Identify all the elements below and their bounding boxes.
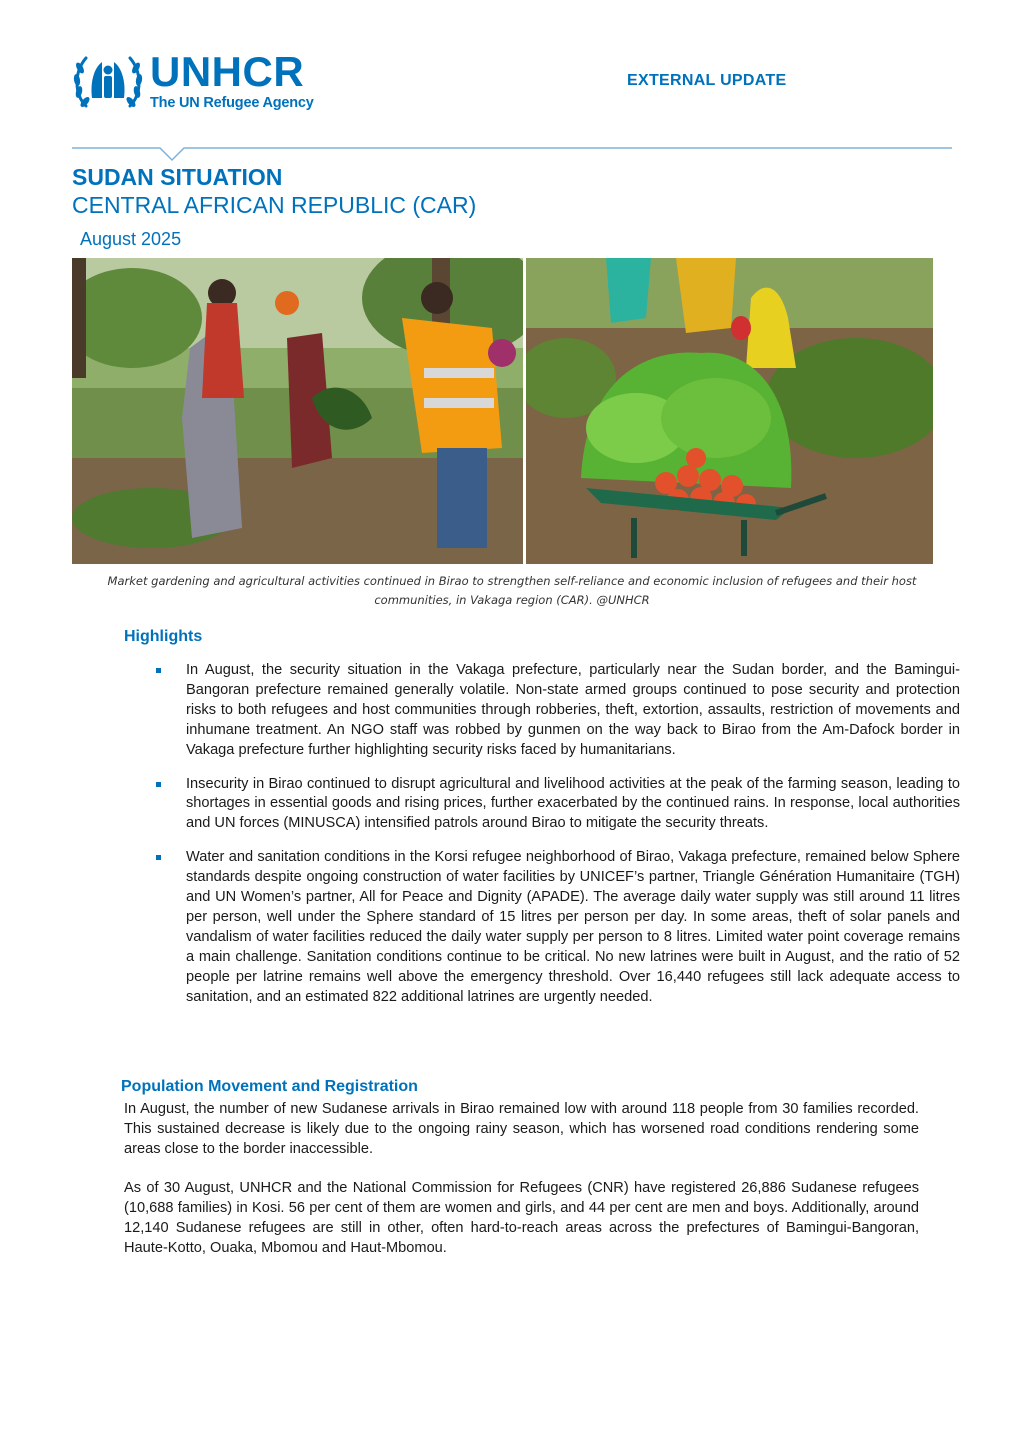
bullet-icon bbox=[156, 855, 161, 860]
photo-caption: Market gardening and agricultural activities continued in Birao to strengthen self-reliance and economic inclusion of refugees and their host communities, in Vakaga region (CAR). @UNHCR bbox=[107, 574, 917, 607]
photo-farming-group bbox=[72, 258, 523, 564]
bullet-icon bbox=[156, 782, 161, 787]
unhcr-emblem-icon bbox=[72, 48, 144, 114]
highlight-item bbox=[156, 661, 960, 761]
highlight-text: Insecurity in Birao continued to disrupt agricultural and livelihood activities at the peak of the farming season, leading to shortages in essential goods and rising prices, further exacerbated by the continued rains. In response, local authorities and UN forces (MINUSCA) intensified patrols around Birao to mitigate the security threats. bbox=[186, 775, 960, 832]
population-heading: Population Movement and Registration bbox=[121, 1078, 418, 1095]
photo-vegetable-wheelbarrow bbox=[526, 258, 933, 564]
situation-title: SUDAN SITUATION bbox=[72, 164, 283, 190]
header-divider bbox=[72, 146, 952, 166]
highlights-list bbox=[156, 661, 960, 1022]
country-title: CENTRAL AFRICAN REPUBLIC (CAR) bbox=[72, 192, 477, 218]
org-tagline: The UN Refugee Agency bbox=[150, 95, 314, 111]
highlight-text: Water and sanitation conditions in the Korsi refugee neighborhood of Birao, Vakaga prefecture, remained below Sphere standards despite ongoing construction of water facilities by UNICEF’s partner, Triangle Génération Humanitaire (TGH) and UN Women’s partner, All for Peace and Dignity (APADE). The average daily water supply was still around 11 litres per person, well under the Sphere standard of 15 litres per person per day. In some areas, theft of solar panels and vandalism of water facilities reduced the daily water supply per person to 8 litres. Limited water point coverage remains a main challenge. Sanitation conditions continue to be critical. No new latrines were built in August, and the ratio of 52 people per latrine remains well above the emergency threshold. Over 16,440 refugees still lack adequate access to sanitation, and an estimated 822 additional latrines are urgently needed. bbox=[186, 849, 960, 1005]
bullet-icon bbox=[156, 668, 161, 673]
report-date: August 2025 bbox=[80, 229, 182, 249]
highlight-item bbox=[156, 848, 960, 1007]
unhcr-logo bbox=[72, 48, 362, 114]
population-paragraph: As of 30 August, UNHCR and the National Commission for Refugees (CNR) have registered 26,886 Sudanese refugees (10,688 families) in Kosi. 56 per cent of them are women and girls, and 44 per cent are men and boys. Additionally, around 12,140 Sudanese refugees are still in other, often hard-to-reach areas across the prefectures of Bamingui-Bangoran, Haute-Kotto, Ouaka, Mbomou and Haut-Mbomou. bbox=[124, 1180, 919, 1256]
highlight-text: In August, the security situation in the Vakaga prefecture, particularly near the Sudan border, and the Bamingui-Bangoran prefecture remained generally volatile. Non-state armed groups continued to pose security and protection risks to both refugees and host communities through robberies, theft, extortion, assaults, restriction of movements and inhumane treatment. An NGO staff was robbed by gunmen on the way back to Birao from the Am-Dafock border in Vakaga prefecture further highlighting security risks faced by humanitarians. bbox=[186, 662, 960, 758]
document-type-label: EXTERNAL UPDATE bbox=[627, 72, 787, 89]
org-name: UNHCR bbox=[150, 48, 305, 95]
highlight-item bbox=[156, 775, 960, 835]
population-paragraph: In August, the number of new Sudanese arrivals in Birao remained low with around 118 people from 30 families recorded. This sustained decrease is likely due to the ongoing rainy season, which has worsened road conditions rendering some areas close to the border inaccessible. bbox=[124, 1101, 919, 1157]
highlights-heading: Highlights bbox=[124, 628, 203, 645]
